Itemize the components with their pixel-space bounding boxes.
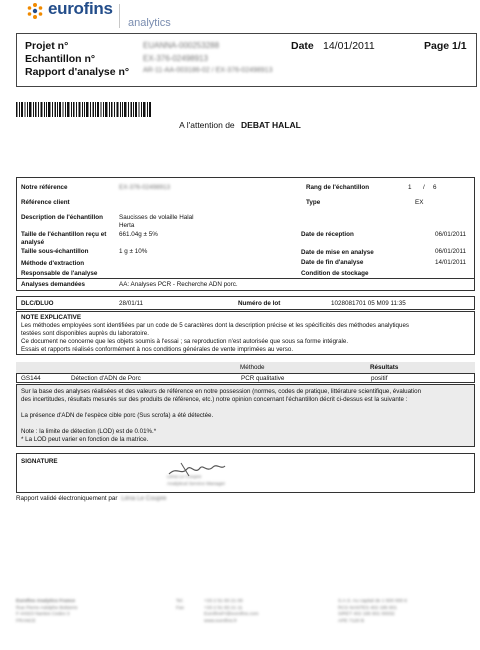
size-received-label-1: Taille de l'échantillon reçu et [21, 231, 107, 238]
report-header [16, 33, 477, 87]
rank-label: Rang de l'échantillon [306, 184, 370, 191]
desc-value-2: Herta [119, 222, 135, 229]
validated-prefix: Rapport validé électroniquement par [16, 495, 118, 502]
brand-name: eurofins [48, 0, 113, 18]
type-label: Type [306, 199, 321, 206]
start-label: Date de mise en analyse [301, 249, 374, 256]
rapport-label: Rapport d'analyse n° [25, 66, 130, 78]
method-label: Méthode d'extraction [21, 260, 85, 267]
signature-title: SIGNATURE [21, 458, 58, 465]
footer-web: www.eurofins.fr [204, 618, 237, 624]
responsible-label: Responsable de l'analyse [21, 270, 98, 277]
footer-company-4: FRANCE [16, 618, 36, 624]
ref-value: EX-376-02498913 [119, 184, 171, 191]
footer-email: EurofinsFr@eurofins.com [204, 612, 259, 617]
analyses-value: AA: Analyses PCR - Recherche ADN porc. [119, 281, 238, 288]
echantillon-value: EX-376-02498913 [143, 54, 208, 63]
sub-size-label: Taille sous-échantillon [21, 248, 89, 255]
reception-value: 06/01/2011 [435, 231, 467, 238]
end-label: Date de fin d'analyse [301, 259, 364, 266]
client-ref-label: Référence client [21, 199, 70, 206]
results-header [16, 362, 475, 373]
attention-name: DEBAT HALAL [241, 120, 301, 130]
attention-line [0, 120, 480, 130]
result-method: PCR qualitative [241, 375, 285, 382]
reception-label: Date de réception [301, 231, 354, 238]
footer-company-2: Rue Pierre-Adolphe Bobierre [16, 605, 78, 611]
analyses-divider [17, 278, 474, 279]
page-number: Page 1/1 [424, 40, 467, 52]
col-method-header: Méthode [240, 364, 265, 371]
conclusion-box [16, 384, 475, 447]
analyses-label: Analyses demandées [21, 281, 86, 288]
eurofins-dots-icon [26, 2, 44, 20]
signature-box [16, 453, 475, 493]
date-label: Date [291, 40, 314, 52]
start-value: 06/01/2011 [435, 248, 467, 255]
footer-legal-1: S.A.S. Au capital de 1 500 000 € [338, 599, 408, 604]
footer-company-1: Eurofins Analytics France [16, 599, 76, 604]
footer-legal [338, 599, 407, 625]
dlc-label: DLC/DLUO [21, 300, 54, 307]
note-line-2: testées sont disponibles auprès du laboratoire. [21, 330, 149, 337]
lot-value: 1028081701 05 M09 11:35 [331, 300, 406, 307]
projet-label: Projet n° [25, 40, 69, 52]
sample-info-box [16, 177, 475, 291]
result-code: GS144 [21, 375, 41, 382]
col-results-header: Résultats [370, 364, 399, 371]
footer-tel-label: Tel. [176, 599, 184, 604]
lot-label: Numéro de lot [238, 300, 281, 307]
footer-company-3: F-44323 Nantes Cedex 3 [16, 612, 70, 617]
conclusion-line-1: Sur la base des analyses réalisées et des valeurs de référence en notre possession (normes, codes de pratique, littérature scientifique, évaluation [21, 388, 422, 395]
note-line-3: Ce document ne concerne que les objets soumis à l'essai ; sa reproduction n'est autorisée que sous sa forme intégrale. [21, 338, 349, 345]
conclusion-line-4: Note : la limite de détection (LOD) est de 0.01%.* [21, 428, 157, 435]
desc-value-1: Saucisses de volaille Halal [119, 214, 194, 221]
logo-divider [119, 4, 120, 28]
note-line-1: Les méthodes employées sont identifiées par un code de 5 caractères dont la description précise et les spécificités des méthodes analytiques [21, 322, 409, 329]
projet-value: EUANNA-000253288 [143, 41, 220, 50]
footer-legal-3: SIRET 402 195 901 00032 [338, 612, 395, 617]
attention-prefix: A l'attention de [179, 120, 235, 130]
footer-contact-labels [176, 599, 184, 612]
sub-size-value: 1 g ± 10% [119, 248, 148, 255]
conclusion-text [21, 388, 471, 444]
rapport-value: AR-11-AA-003186-02 / EX-376-02498913 [143, 67, 273, 74]
desc-label: Description de l'échantillon [21, 214, 103, 221]
result-value: positif [371, 375, 388, 382]
note-line-4: Essais et rapports réalisés conformément à nos conditions générales de vente imprimées au verso. [21, 346, 294, 353]
storage-label: Condition de stockage [301, 270, 369, 277]
type-value: EX [415, 199, 424, 206]
note-text [21, 322, 471, 354]
validated-name: Léna Le Coupre [121, 495, 167, 502]
dlc-row [16, 296, 475, 310]
footer-tel-value: +33 2 51 83 21 00 [204, 599, 243, 604]
rank-value: 1 [408, 184, 412, 191]
footer-contact-values [204, 599, 258, 625]
footer-legal-4: APE 7120 B [338, 618, 365, 624]
footer-fax-value: +33 2 51 83 21 11 [204, 605, 243, 611]
conclusion-line-2: des incertitudes, résultats mesurés sur des produits de référence, etc.) notre opinion concernant l'échantillon décrit ci-dessus est la suivante : [21, 396, 408, 403]
signer-name: Léna Le Coupre [167, 475, 202, 480]
rank-total: 6 [433, 184, 437, 191]
rank-separator: / [423, 184, 425, 191]
note-title: NOTE EXPLICATIVE [21, 314, 82, 321]
footer-fax-label: Fax [176, 605, 184, 611]
brand-sub: analytics [128, 17, 171, 29]
size-received-value: 661.04g ± 5% [119, 231, 158, 238]
ref-label: Notre référence [21, 184, 68, 191]
echantillon-label: Echantillon n° [25, 53, 96, 65]
end-value: 14/01/2011 [435, 259, 467, 266]
dlc-value: 28/01/11 [119, 300, 144, 307]
size-received-label-2: analysé [21, 239, 45, 246]
footer-company [16, 599, 78, 625]
validated-line [16, 495, 166, 502]
signer-title: Analytical Service Manager [167, 482, 226, 487]
conclusion-line-3: La présence d'ADN de l'espèce cible porc (Sus scrofa) a été détectée. [21, 412, 214, 419]
barcode-image [16, 102, 151, 117]
date-value: 14/01/2011 [323, 40, 375, 52]
table-row [16, 373, 475, 383]
note-explicative [16, 311, 475, 355]
result-test: Détection d'ADN de Porc [71, 375, 141, 382]
conclusion-line-5: * La LOD peut varier en fonction de la matrice. [21, 436, 149, 443]
footer-legal-2: RCS NANTES 402 195 901 [338, 605, 397, 611]
